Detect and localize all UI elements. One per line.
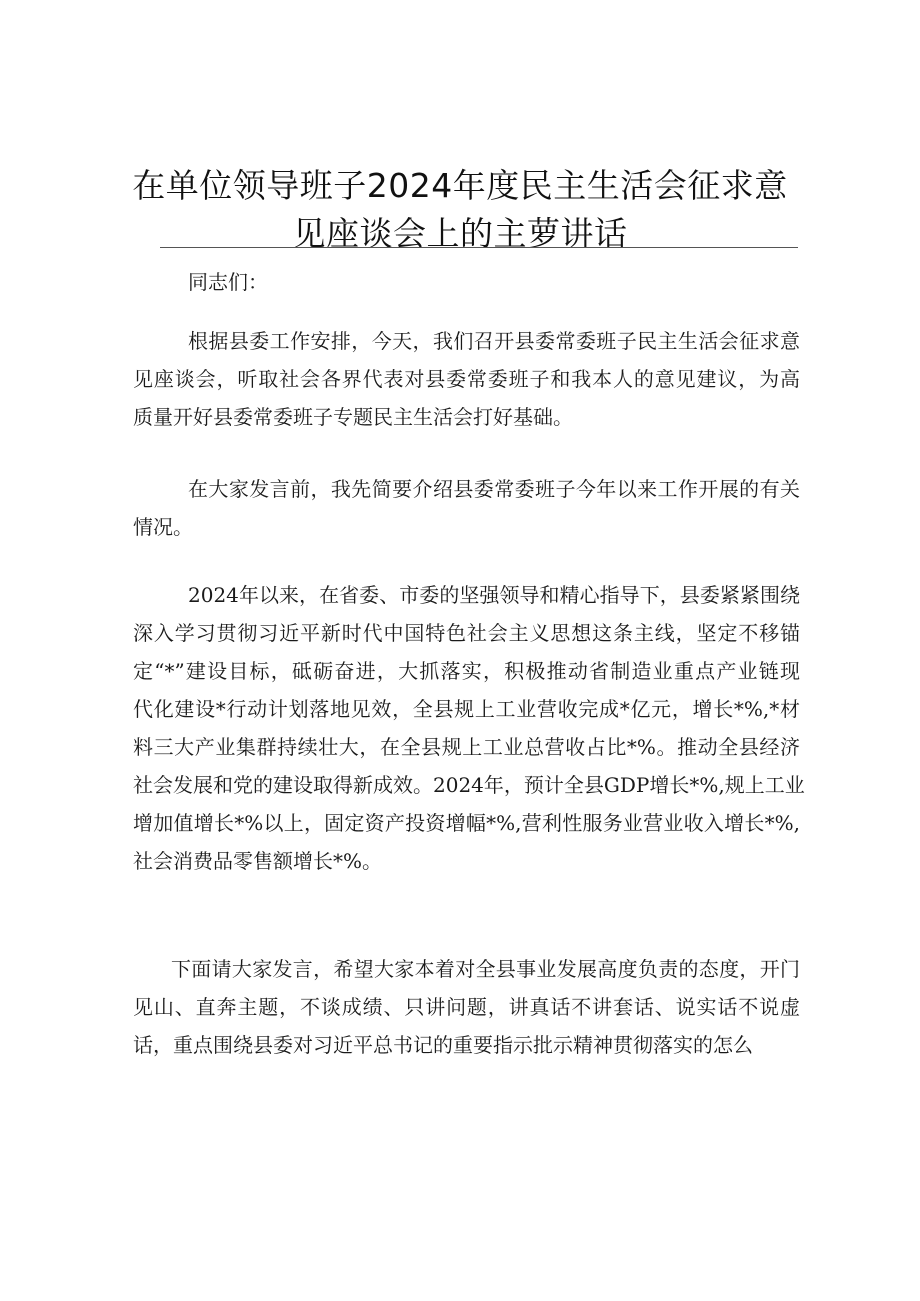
paragraph-line: 社会发展和党的建设取得新成效。2024年，预计全县GDP增长*%,规上工业 [133,773,805,797]
paragraph-line: 见座谈会，听取社会各界代表对县委常委班子和我本人的意见建议，为高 [133,367,800,391]
paragraph-line: 见山、直奔主题，不谈成绩、只讲问题，讲真话不讲套话、说实话不说虚 [133,995,800,1019]
paragraph-line: 在大家发言前，我先简要介绍县委常委班子今年以来工作开展的有关 [188,477,800,501]
paragraph-2 [133,470,800,546]
paragraph-4 [133,950,800,1064]
paragraph-line: 增加值增长*%以上，固定资产投资增幅*%,营利性服务业营业收入增长*%, [133,811,800,835]
paragraph-line: 2024年以来，在省委、市委的坚强领导和精心指导下，县委紧紧围绕 [188,583,800,607]
paragraph-line: 深入学习贯彻习近平新时代中国特色社会主义思想这条主线，坚定不移锚 [133,621,800,645]
paragraph-line: 话，重点围绕县委对习近平总书记的重要指示批示精神贯彻落实的怎么 [133,1033,753,1057]
paragraph-line: 料三大产业集群持续壮大，在全县规上工业总营收占比*%。推动全县经济 [133,735,800,759]
paragraph-1 [133,322,800,436]
paragraph-line: 定“*”建设目标，砥砺奋进，大抓落实，积极推动省制造业重点产业链现 [133,659,800,683]
greeting: 同志们： [188,270,268,294]
title-underline [160,247,798,248]
paragraph-line: 代化建设*行动计划落地见效，全县规上工业营收完成*亿元，增长*%,*材 [133,697,800,721]
document-title-line-1: 在单位领导班子2024年度民主生活会征求意 [132,166,788,205]
paragraph-line: 下面请大家发言，希望大家本着对全县事业发展高度负责的态度，开门 [171,957,800,981]
paragraph-line: 质量开好县委常委班子专题民主生活会打好基础。 [133,405,573,429]
paragraph-line: 社会消费品零售额增长*%。 [133,849,383,873]
document-title-line-2: 见座谈会上的主萝讲话 [292,214,628,253]
paragraph-3 [133,576,805,880]
paragraph-line: 根据县委工作安排，今天，我们召开县委常委班子民主生活会征求意 [188,329,800,353]
paragraph-line: 情况。 [133,515,193,539]
